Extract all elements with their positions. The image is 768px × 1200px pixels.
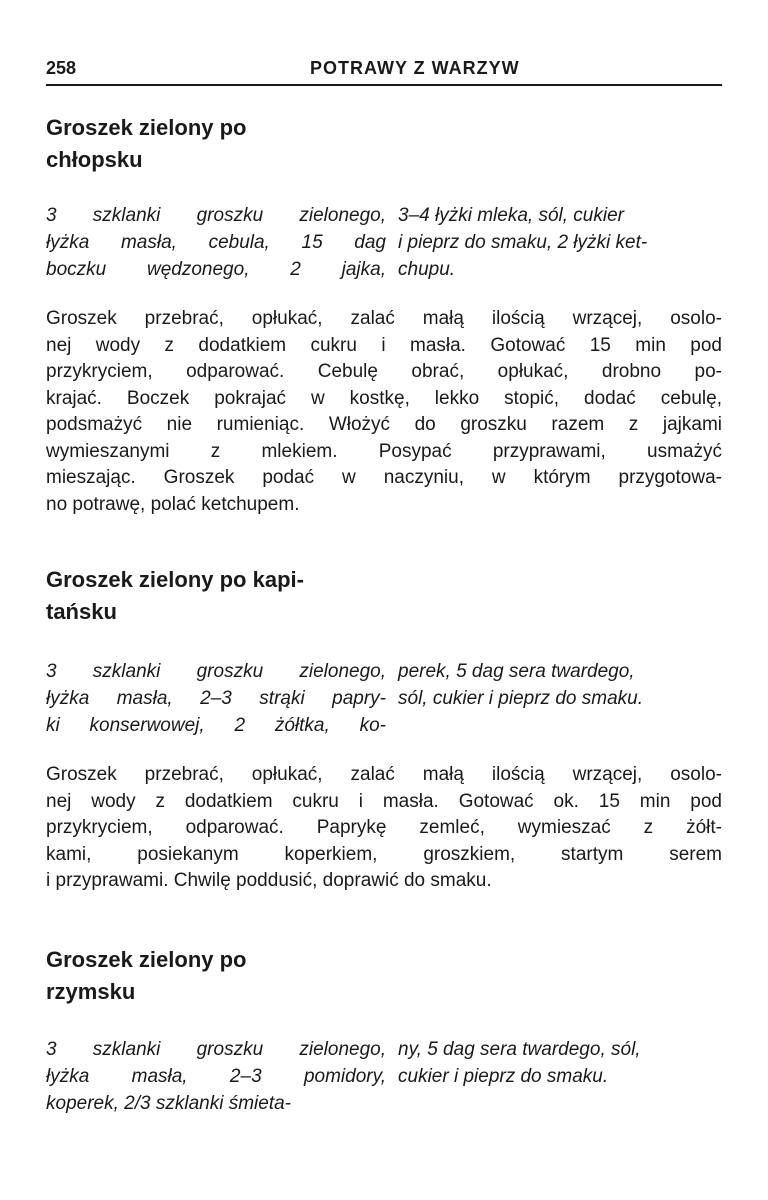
ingredients-right: ny, 5 dag sera twardego, sól, cukier i pieprz do smaku. (398, 1039, 641, 1087)
page-number: 258 (46, 58, 77, 78)
ingredients-left: 3 szklanki groszku zielonego, łyżka masła, 2–3 pomidory, koperek, 2/3 szklanki śmieta- (46, 1039, 386, 1114)
instructions: Groszek przebrać, opłukać, zalać małą ilością wrzącej, osolo- nej wody z dodatkiem cukru i masła. Gotować ok. 15 min pod przykryciem, odparować. Paprykę zemleć, wymieszać z żółt- kami, posiekanym koperkiem, groszkiem, startym serem i przyprawami. Chwilę poddusić, doprawić do smaku. (46, 764, 722, 891)
page-header (46, 56, 722, 86)
ingredients-right: perek, 5 dag sera twardego, sól, cukier i pieprz do smaku. (398, 661, 643, 709)
instructions: Groszek przebrać, opłukać, zalać małą ilością wrzącej, osolo- nej wody z dodatkiem cukru i masła. Gotować 15 min pod przykryciem, odparować. Cebulę obrać, opłukać, drobno po- krajać. Boczek pokrajać w kostkę, lekko stopić, dodać cebulę, podsmażyć nie rumieniąc. Włożyć do groszku razem z jajkami wymieszanymi z mlekiem. Posypać przyprawami, usmażyć mieszając. Groszek podać w naczyniu, w którym przygotowa- no potrawę, polać ketchupem. (46, 308, 722, 515)
recipe-title: Groszek zielony po rzymsku (46, 947, 247, 1004)
ingredients-left: 3 szklanki groszku zielonego, łyżka masła, cebula, 15 dag boczku wędzonego, 2 jajka, (46, 205, 386, 280)
ingredients-left: 3 szklanki groszku zielonego, łyżka masła, 2–3 strąki papry- ki konserwowej, 2 żółtka, ko- (46, 661, 386, 736)
running-title: POTRAWY Z WARZYW (310, 58, 520, 78)
ingredients-right: 3–4 łyżki mleka, sól, cukier i pieprz do smaku, 2 łyżki ket- chupu. (398, 205, 648, 280)
recipe-title: Groszek zielony po kapi- tańsku (46, 567, 304, 624)
recipe-title: Groszek zielony po chłopsku (46, 115, 247, 172)
